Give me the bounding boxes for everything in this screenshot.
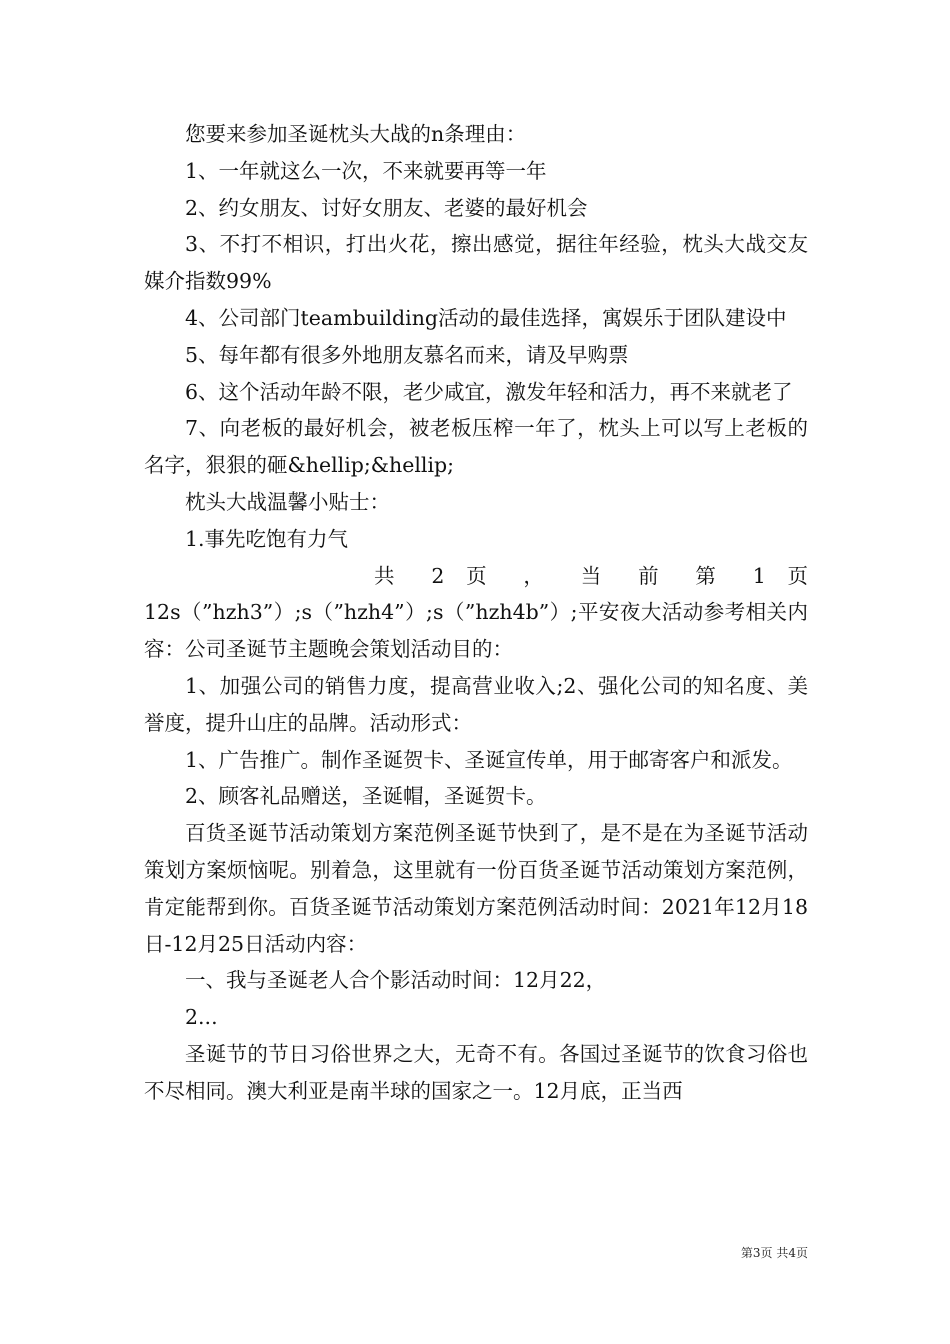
paragraph: 您要来参加圣诞枕头大战的n条理由： <box>185 122 527 146</box>
paragraph: 1.事先吃饱有力气 <box>185 526 349 551</box>
paragraph: 7、向老板的最好机会，被老板压榨一年了，枕头上可以写上老板的名字，狠狠的砸&hellip;&hellip; <box>144 416 808 478</box>
paragraph: 2、顾客礼品赠送，圣诞帽，圣诞贺卡。 <box>185 784 547 809</box>
paragraph: 5、每年都有很多外地朋友慕名而来，请及早购票 <box>185 342 629 367</box>
paragraph: 3、不打不相识，打出火花，擦出感觉，据往年经验，枕头大战交友媒介指数99% <box>144 232 808 294</box>
paragraph: 4、公司部门teambuilding活动的最佳选择，寓娱乐于团队建设中 <box>185 305 787 330</box>
paragraph: 6、这个活动年龄不限，老少咸宜，激发年轻和活力，再不来就老了 <box>185 379 793 404</box>
paragraph: 1、加强公司的销售力度，提高营业收入;2、强化公司的知名度、美誉度，提升山庄的品牌。活动形式： <box>144 673 808 735</box>
page-footer: 第3页 共4页 <box>740 1246 808 1260</box>
document-body <box>144 116 808 1110</box>
paragraph: 圣诞节的节日习俗世界之大，无奇不有。各国过圣诞节的饮食习俗也不尽相同。澳大利亚是南半球的国家之一。12月底，正当西 <box>144 1041 808 1103</box>
paragraph: 1、广告推广。制作圣诞贺卡、圣诞宣传单，用于邮寄客户和派发。 <box>185 747 793 772</box>
paragraph: 2、约女朋友、讨好女朋友、老婆的最好机会 <box>185 195 588 220</box>
paragraph: 枕头大战温馨小贴士： <box>185 489 390 514</box>
paragraph: 1、一年就这么一次，不来就要再等一年 <box>185 158 547 183</box>
paragraph: 一、我与圣诞老人合个影活动时间：12月22， <box>185 968 607 993</box>
paragraph: 百货圣诞节活动策划方案范例圣诞节快到了，是不是在为圣诞节活动策划方案烦恼呢。别着急，这里就有一份百货圣诞节活动策划方案范例，肯定能帮到你。百货圣诞节活动策划方案范例活动时间：2021年12月18日-12月25日活动内容： <box>144 821 808 956</box>
paragraph: 12s（”hzh3”）;s（”hzh4”）;s（”hzh4b”）;平安夜大活动参考相关内容：公司圣诞节主题晚会策划活动目的： <box>144 600 808 662</box>
page-marker: 共 2 页 ， 当 前 第 1 页 <box>374 563 808 588</box>
paragraph: 2... <box>185 1005 218 1030</box>
